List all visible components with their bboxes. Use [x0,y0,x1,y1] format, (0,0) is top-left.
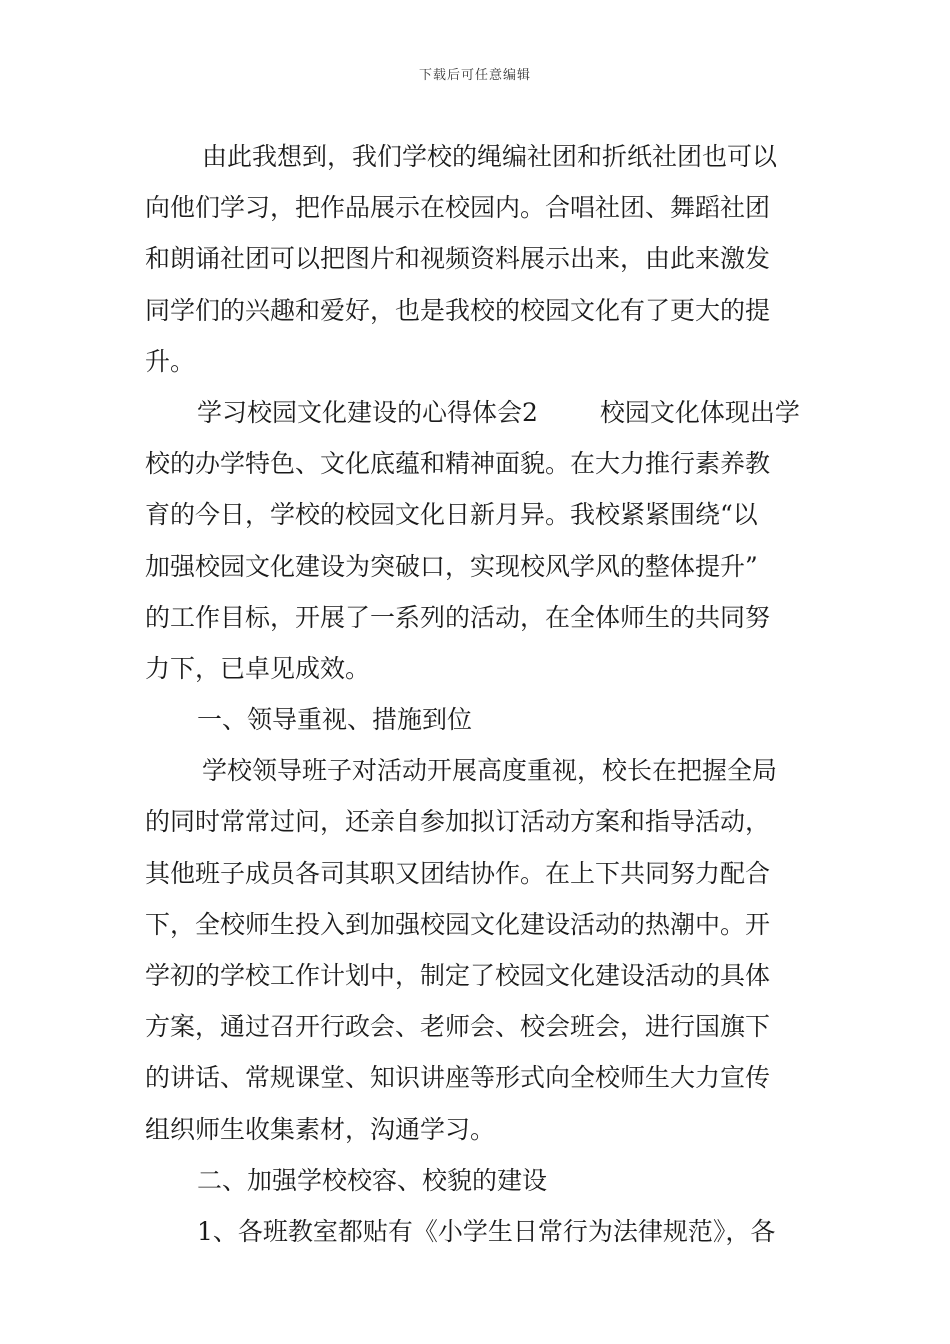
document-body [145,131,809,1257]
page-header: 下载后可任意编辑 [418,68,531,83]
paragraph-line: 力下，已卓见成效。 [145,653,371,683]
paragraph-line: 1、各班教室都贴有《小学生日常行为法律规范》，各 [197,1216,776,1246]
paragraph-line: 加强校园文化建设为突破口，实现校风学风的整体提升” [145,551,758,581]
paragraph-line: 向他们学习，把作品展示在校园内。合唱社团、舞蹈社团 [145,193,771,223]
paragraph-line: 下，全校师生投入到加强校园文化建设活动的热潮中。开 [145,909,771,939]
paragraph-line: 育的今日，学校的校园文化日新月异。我校紧紧围绕“以 [145,500,758,530]
paragraph-line: 其他班子成员各司其职又团结协作。在上下共同努力配合 [145,858,771,888]
paragraph-line: 的讲话、常规课堂、知识讲座等形式向全校师生大力宣传 [145,1063,771,1093]
paragraph-line: 和朗诵社团可以把图片和视频资料展示出来，由此来激发 [145,244,771,274]
paragraph-line: 校的办学特色、文化底蕴和精神面貌。在大力推行素养教 [145,449,771,479]
paragraph-line: 同学们的兴趣和爱好，也是我校的校园文化有了更大的提 [145,295,771,325]
paragraph-line: 学初的学校工作计划中，制定了校园文化建设活动的具体 [145,961,771,990]
section-heading: 一、领导重视、措施到位 [197,705,473,735]
paragraph-line: 由此我想到，我们学校的绳编社团和折纸社团也可以 [202,142,778,171]
paragraph-text: 校园文化体现出学 [599,397,800,427]
paragraph-line: 组织师生收集素材，沟通学习。 [145,1114,496,1144]
paragraph-line: 升。 [145,346,196,376]
paragraph-line: 的工作目标，开展了一系列的活动，在全体师生的共同努 [145,602,771,632]
section-title: 学习校园文化建设的心得体会2 [197,397,538,427]
paragraph-line [145,387,809,438]
paragraph-line: 方案，通过召开行政会、老师会、校会班会，进行国旗下 [145,1012,771,1042]
paragraph-line: 的同时常常过问，还亲自参加拟订活动方案和指导活动， [145,807,771,837]
paragraph-line: 学校领导班子对活动开展高度重视，校长在把握全局 [202,756,778,786]
section-heading: 二、加强学校校容、校貌的建设 [197,1165,548,1195]
